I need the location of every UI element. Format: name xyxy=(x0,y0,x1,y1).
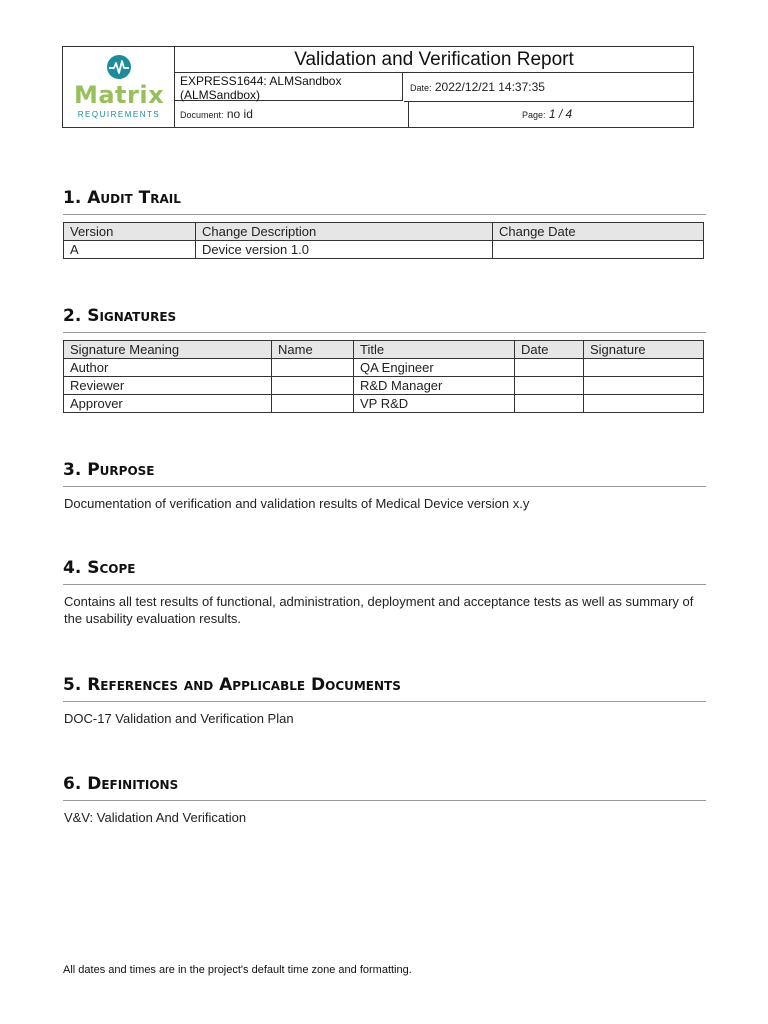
table-cell xyxy=(272,359,354,377)
column-header: Change Date xyxy=(493,223,704,241)
document-field xyxy=(175,102,409,127)
table-row xyxy=(64,377,704,395)
table-cell: QA Engineer xyxy=(354,359,515,377)
document-value: no id xyxy=(226,107,253,121)
table-cell: R&D Manager xyxy=(354,377,515,395)
table-cell xyxy=(515,395,584,413)
logo-heartbeat-icon xyxy=(106,54,132,80)
section-purpose xyxy=(63,460,706,512)
references-text: DOC-17 Validation and Verification Plan xyxy=(64,711,294,726)
table-cell xyxy=(272,395,354,413)
table-row xyxy=(64,359,704,377)
definitions-text: V&V: Validation And Verification xyxy=(64,810,247,825)
table-cell: Device version 1.0 xyxy=(196,241,493,259)
column-header: Name xyxy=(272,341,354,359)
audit-trail-table xyxy=(63,222,704,259)
table-cell: A xyxy=(64,241,196,259)
table-cell xyxy=(493,241,704,259)
table-cell xyxy=(584,377,704,395)
date-value: 2022/12/21 14:37:35 xyxy=(434,80,545,94)
table-cell: Author xyxy=(64,359,272,377)
purpose-heading: 3. Purpose xyxy=(63,460,706,487)
column-header: Title xyxy=(354,341,515,359)
page-value: 1 / 4 xyxy=(548,107,573,121)
page-field xyxy=(404,102,693,127)
date-field xyxy=(404,73,693,102)
project-line-1: EXPRESS1644: ALMSandbox xyxy=(180,74,342,88)
report-title: Validation and Verification Report xyxy=(175,47,693,73)
page-label: Page: xyxy=(522,110,546,120)
table-cell xyxy=(584,359,704,377)
purpose-text: Documentation of verification and validation results of Medical Device version x.y xyxy=(64,496,530,511)
column-header: Date xyxy=(515,341,584,359)
document-header xyxy=(62,46,694,128)
column-header: Signature Meaning xyxy=(64,341,272,359)
document-label: Document: xyxy=(180,110,224,120)
table-cell: Approver xyxy=(64,395,272,413)
table-cell xyxy=(584,395,704,413)
project-name xyxy=(175,73,403,101)
signatures-heading: 2. Signatures xyxy=(63,306,706,333)
footer-note: All dates and times are in the project's default time zone and formatting. xyxy=(63,964,412,976)
column-header: Change Description xyxy=(196,223,493,241)
table-cell: Reviewer xyxy=(64,377,272,395)
table-header-row xyxy=(64,341,704,359)
table-cell xyxy=(515,359,584,377)
logo-subtitle: REQUIREMENTS xyxy=(77,110,161,119)
scope-heading: 4. Scope xyxy=(63,558,706,585)
table-cell xyxy=(272,377,354,395)
table-row xyxy=(64,395,704,413)
signatures-table xyxy=(63,340,704,413)
section-scope xyxy=(63,558,706,627)
table-cell: VP R&D xyxy=(354,395,515,413)
audit-trail-heading: 1. Audit Trail xyxy=(63,188,706,215)
table-row xyxy=(64,241,704,259)
section-references xyxy=(63,675,706,727)
section-definitions xyxy=(63,774,706,826)
section-signatures xyxy=(63,306,706,413)
table-cell xyxy=(515,377,584,395)
definitions-heading: 6. Definitions xyxy=(63,774,706,801)
table-header-row xyxy=(64,223,704,241)
scope-text: Contains all test results of functional, administration, deployment and acceptance tests as well as summary of the usability evaluation results. xyxy=(64,594,694,626)
date-label: Date: xyxy=(410,83,432,93)
column-header: Signature xyxy=(584,341,704,359)
references-heading: 5. References and Applicable Documents xyxy=(63,675,706,702)
section-audit-trail xyxy=(63,188,706,259)
logo xyxy=(63,47,175,127)
logo-wordmark: Matrix xyxy=(73,81,165,109)
column-header: Version xyxy=(64,223,196,241)
project-line-2: (ALMSandbox) xyxy=(180,88,261,102)
